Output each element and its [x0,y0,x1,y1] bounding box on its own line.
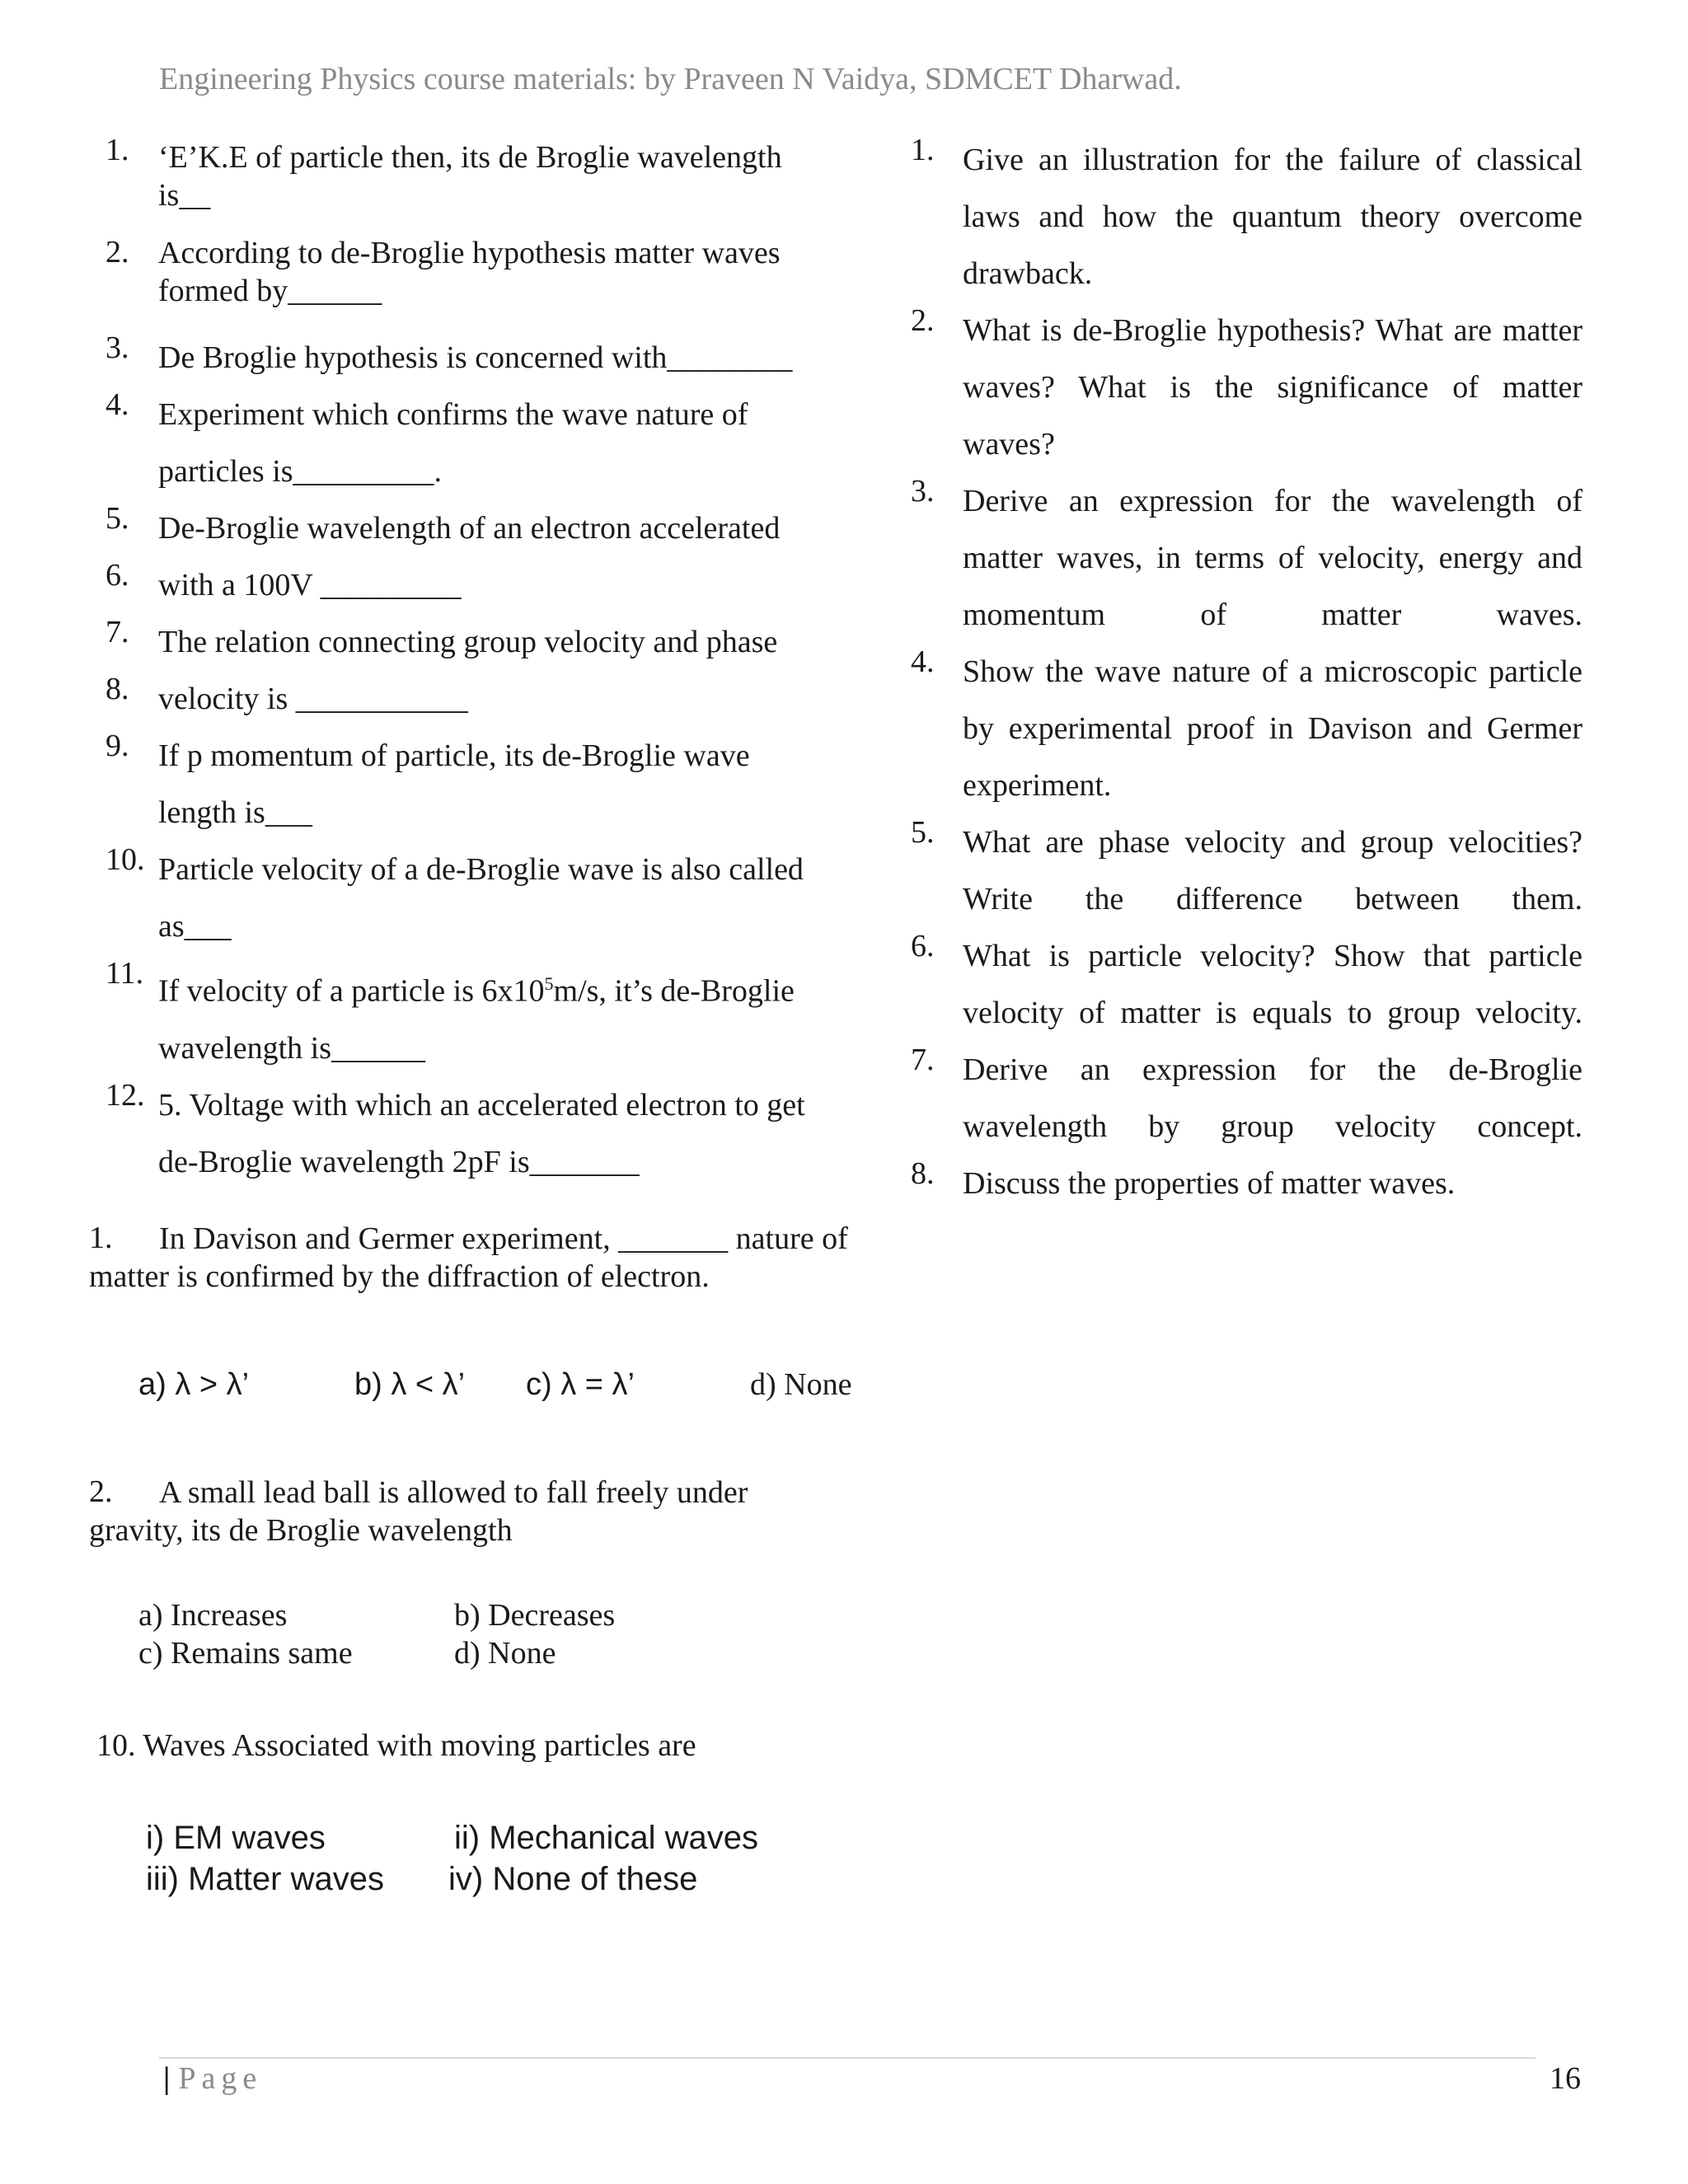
question-number: 3. [911,474,935,509]
footer-divider [159,2057,1536,2059]
right-column [911,132,1582,1269]
question-number: 5. [911,815,935,850]
mcq-options [146,1818,805,1900]
mcq-options [138,1365,880,1414]
question-text: 5. Voltage with which an accelerated electron to get de-Broglie wavelength 2pF is_______ [158,1087,805,1179]
question-number: 11. [106,956,144,991]
question-number: 2. [911,303,935,338]
question-item [106,728,864,841]
question-number: 8. [106,672,129,706]
option-b[interactable]: b) Decreases [454,1598,616,1633]
question-stem-text: In Davison and Germer experiment, _______ nature of matter is confirmed by the diffraction of electron. [89,1221,848,1294]
question-text: If p momentum of particle, its de-Broglie wave length is___ [158,738,750,830]
mcq-item [96,1727,838,1764]
question-number: 2. [106,235,129,269]
question-number: 1. [911,133,935,167]
question-item [106,671,864,728]
question-item [106,234,864,310]
question-number: 9. [106,729,129,763]
question-number: 2. [89,1474,113,1509]
question-item [106,330,864,387]
question-number: 3. [106,330,129,365]
question-item [106,614,864,671]
question-text: Derive an expression for the de-Broglie wavelength by group velocity concept. [963,1052,1582,1144]
option-d[interactable]: d) None [750,1367,852,1402]
question-number: 1. [89,1221,113,1255]
option-iv[interactable]: iv) None of these [448,1861,698,1897]
mcq-item [89,1474,798,1549]
question-text: De-Broglie wavelength of an electron accelerated [158,511,781,546]
question-text-part: m/s, it’s de-Broglie wavelength is______ [158,973,795,1066]
question-text: What are phase velocity and group velocities? Write the difference between them. [963,825,1582,916]
question-text-part: If velocity of a particle is 6x10 [158,973,545,1009]
question-number: 4. [911,644,935,679]
question-text [158,955,818,1077]
mcq-item [89,1220,864,1296]
question-item [106,557,864,614]
question-item [106,955,864,1077]
option-iii[interactable]: iii) Matter waves [146,1861,384,1897]
question-item [106,132,864,214]
option-c[interactable]: c) Remains same [138,1636,353,1671]
question-text: Show the wave nature of a microscopic particle by experimental proof in Davison and Germer experiment. [963,654,1582,803]
question-stem-text: A small lead ball is allowed to fall freely under gravity, its de Broglie wavelength [89,1475,748,1548]
question-number: 5. [106,501,129,536]
question-number: 6. [911,929,935,963]
page-number: 16 [1550,2061,1581,2096]
question-number: 6. [106,558,129,593]
question-text: According to de-Broglie hypothesis matter waves formed by______ [158,236,781,308]
question-text: Derive an expression for the wavelength of matter waves, in terms of velocity, energy and momentum of matter waves. [963,484,1582,632]
footer-page-label [163,2060,262,2097]
option-a[interactable]: a) Increases [138,1598,288,1633]
question-text: velocity is ___________ [158,682,468,716]
superscript: 5 [544,973,554,994]
question-text: The relation connecting group velocity and phase [158,625,778,659]
option-d[interactable]: d) None [454,1636,556,1671]
question-number: 12. [106,1077,145,1113]
question-stem [89,1220,864,1296]
question-text: What is de-Broglie hypothesis? What are matter waves? What is the significance of matter waves? [963,313,1582,462]
question-text: Particle velocity of a de-Broglie wave is also called as___ [158,852,804,944]
left-column [106,132,864,1191]
question-number: 4. [106,387,129,422]
question-text: De Broglie hypothesis is concerned with________ [158,340,793,375]
question-item [106,1077,864,1191]
question-number: 10. [96,1728,136,1763]
option-b[interactable]: b) λ < λ’ [354,1367,466,1402]
question-text: What is particle velocity? Show that particle velocity of matter is equals to group velocity. [963,939,1582,1030]
footer-page-text: Page [178,2061,263,2096]
mcq-options [138,1596,715,1678]
question-item [106,841,864,955]
question-item [106,387,864,500]
question-text: with a 100V _________ [158,568,462,602]
question-item [106,500,864,557]
question-number: 7. [911,1043,935,1077]
question-stem-text: Waves Associated with moving particles are [143,1728,696,1763]
option-c[interactable]: c) λ = λ’ [526,1367,635,1402]
option-a[interactable]: a) λ > λ’ [138,1367,250,1402]
footer-bar: | [163,2061,171,2096]
question-text: Experiment which confirms the wave nature of particles is_________. [158,397,748,489]
page-header: Engineering Physics course materials: by Praveen N Vaidya, SDMCET Dharwad. [159,62,1182,96]
question-number: 10. [106,842,145,877]
question-text: ‘E’K.E of particle then, its de Broglie wavelength is__ [158,140,782,213]
question-number: 1. [106,133,129,167]
question-stem [89,1474,798,1549]
question-number: 8. [911,1156,935,1191]
option-i[interactable]: i) EM waves [146,1820,326,1856]
question-number: 7. [106,615,129,649]
question-text: Discuss the properties of matter waves. [963,1166,1456,1201]
option-ii[interactable]: ii) Mechanical waves [454,1820,759,1856]
question-text: Give an illustration for the failure of classical laws and how the quantum theory overcome drawback. [963,143,1582,291]
question-item [911,1155,1582,1269]
